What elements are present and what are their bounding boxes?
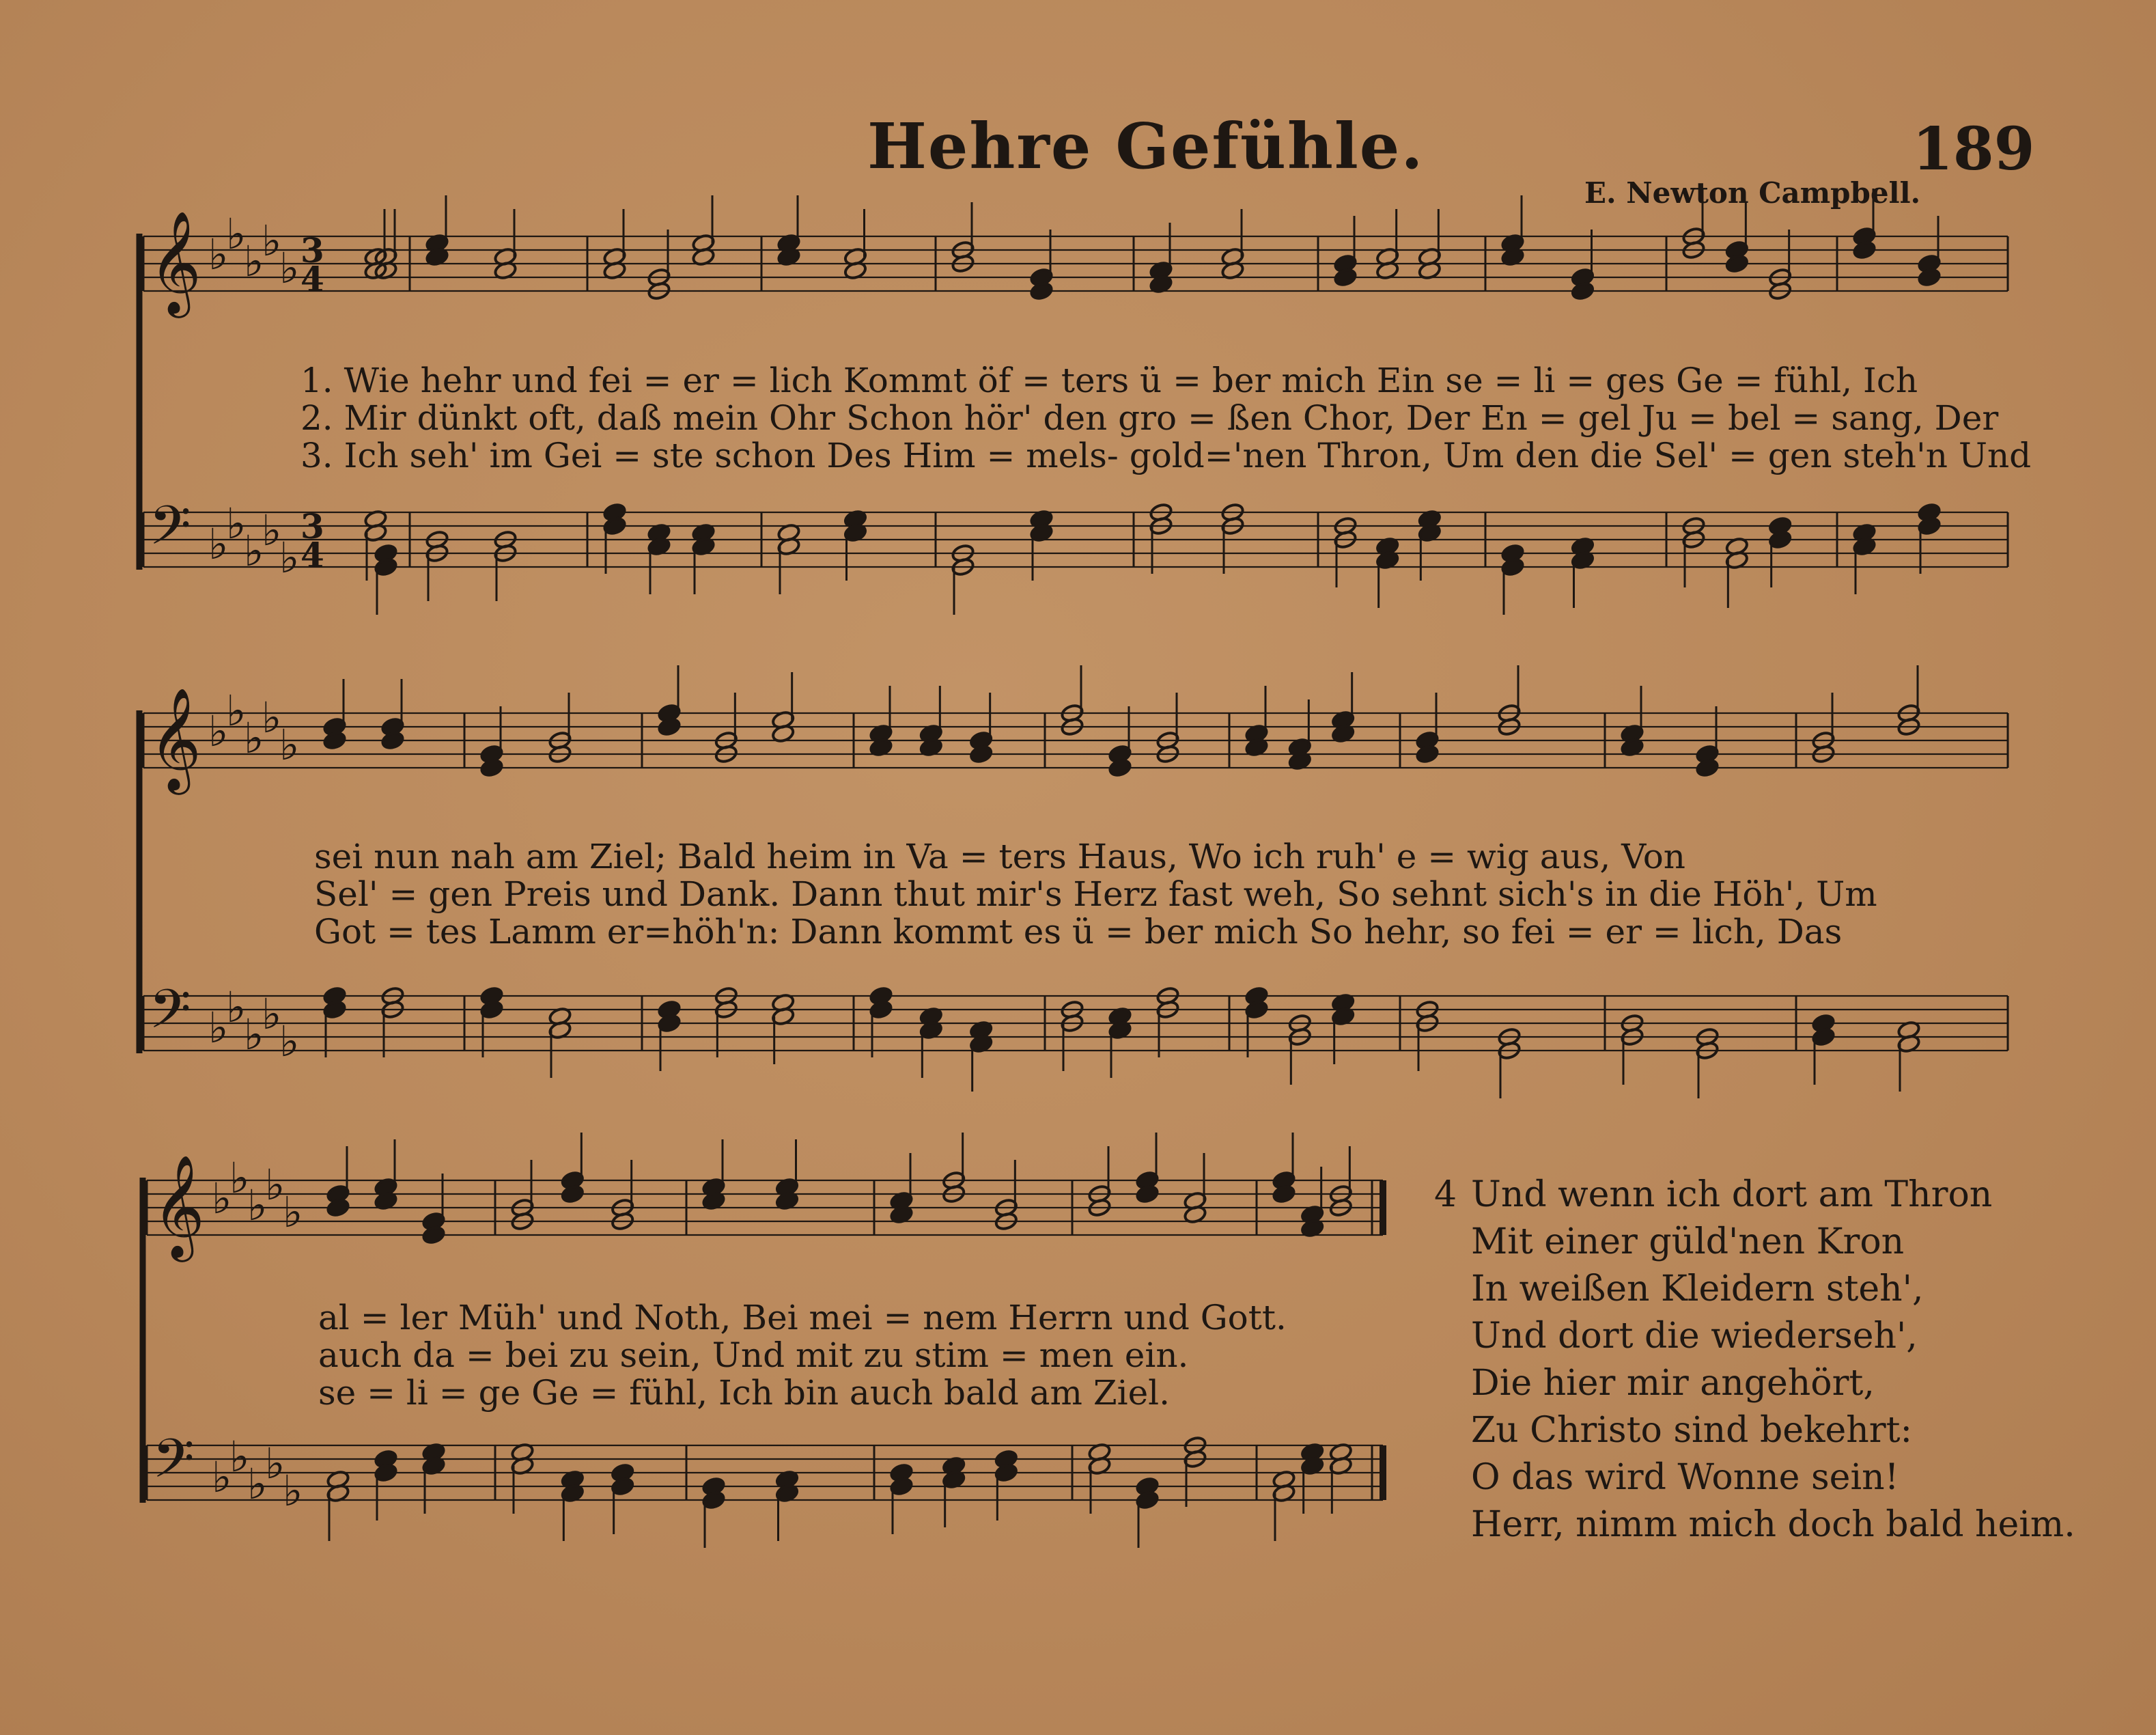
flat-sign: ♭ — [283, 1466, 303, 1516]
time-signature-bottom: 4 — [300, 259, 324, 299]
flat-sign: ♭ — [226, 209, 247, 259]
flat-sign: ♭ — [226, 982, 247, 1032]
flat-sign: ♭ — [212, 1452, 232, 1502]
stanza-4 — [1434, 1171, 2075, 1549]
time-signature-top: 3 — [300, 506, 324, 546]
treble-clef: 𝄞 — [149, 686, 201, 790]
treble-clef: 𝄞 — [152, 1154, 205, 1258]
flat-sign: ♭ — [244, 1010, 264, 1059]
stanza-line: Die hier mir angehört, — [1471, 1363, 1875, 1404]
flat-sign: ♭ — [229, 1153, 250, 1203]
flat-sign: ♭ — [247, 1180, 268, 1230]
flat-sign: ♭ — [208, 706, 229, 756]
flat-sign: ♭ — [244, 236, 264, 286]
lyric-line: Sel' = gen Preis und Dank. Dann thut mir's Herz fast weh, So sehnt sich's in die Höh', Um — [314, 874, 1877, 914]
flat-sign: ♭ — [226, 499, 247, 549]
lyric-line: 1. Wie hehr und fei = er = lich Kommt öf = ters ü = ber mich Ein se = li = ges Ge = fühl, Ich — [300, 361, 1918, 400]
stanza-number: 4 — [1434, 1174, 1457, 1215]
flat-sign: ♭ — [208, 519, 229, 569]
stanza-line: Herr, nimm mich doch bald heim. — [1471, 1504, 2075, 1545]
stanza-line: Mit einer güld'nen Kron — [1471, 1221, 1905, 1262]
flat-sign: ♭ — [279, 720, 300, 770]
flat-sign: ♭ — [283, 1187, 303, 1237]
flat-sign: ♭ — [262, 216, 282, 266]
bass-clef: 𝄢 — [152, 1427, 195, 1503]
treble-clef: 𝄞 — [149, 210, 201, 314]
flat-sign: ♭ — [262, 989, 282, 1039]
hymn-title: Hehre Gefühle. — [867, 109, 1425, 183]
flat-sign: ♭ — [244, 526, 264, 576]
lyric-line: auch da = bei zu sein, Und mit zu stim = men ein. — [318, 1335, 1189, 1375]
flat-sign: ♭ — [208, 1003, 229, 1053]
flat-sign: ♭ — [279, 533, 300, 583]
flat-sign: ♭ — [279, 1016, 300, 1066]
flat-sign: ♭ — [247, 1459, 268, 1509]
bass-clef: 𝄢 — [149, 494, 191, 570]
flat-sign: ♭ — [279, 243, 300, 293]
flat-sign: ♭ — [265, 1439, 285, 1488]
stanza-line: Und dort die wiederseh', — [1471, 1316, 1918, 1357]
stanza-line: Und wenn ich dort am Thron — [1471, 1174, 1993, 1215]
flat-sign: ♭ — [262, 505, 282, 555]
stanza-line: Zu Christo sind bekehrt: — [1471, 1410, 1913, 1451]
composer-credit: E. Newton Campbell. — [1584, 176, 1921, 210]
lyric-line: sei nun nah am Ziel; Bald heim in Va = ters Haus, Wo ich ruh' e = wig aus, Von — [314, 837, 1686, 876]
time-signature-top: 3 — [300, 230, 324, 270]
page-number: 189 — [1912, 115, 2035, 184]
flat-sign: ♭ — [262, 693, 282, 742]
lyric-line: 2. Mir dünkt oft, daß mein Ohr Schon hör' den gro = ßen Chor, Der En = gel Ju = bel = sang, Der — [300, 398, 1999, 438]
stanza-line: O das wird Wonne sein! — [1471, 1457, 1899, 1498]
flat-sign: ♭ — [265, 1160, 285, 1210]
flat-sign: ♭ — [226, 686, 247, 736]
lyric-line: se = li = ge Ge = fühl, Ich bin auch bald am Ziel. — [318, 1373, 1171, 1413]
lyric-line: al = ler Müh' und Noth, Bei mei = nem Herrn und Gott. — [318, 1298, 1287, 1337]
flat-sign: ♭ — [208, 230, 229, 279]
bass-clef: 𝄢 — [149, 977, 191, 1054]
flat-sign: ♭ — [212, 1174, 232, 1223]
stanza-line: In weißen Kleidern steh', — [1471, 1268, 1924, 1309]
time-signature-bottom: 4 — [300, 535, 324, 575]
flat-sign: ♭ — [244, 713, 264, 763]
flat-sign: ♭ — [229, 1432, 250, 1482]
lyric-line: 3. Ich seh' im Gei = ste schon Des Him = mels- gold='nen Thron, Um den die Sel' = gen steh'n Und — [300, 436, 2032, 475]
lyric-line: Got = tes Lamm er=höh'n: Dann kommt es ü = ber mich So hehr, so fei = er = lich, Das — [314, 912, 1843, 952]
